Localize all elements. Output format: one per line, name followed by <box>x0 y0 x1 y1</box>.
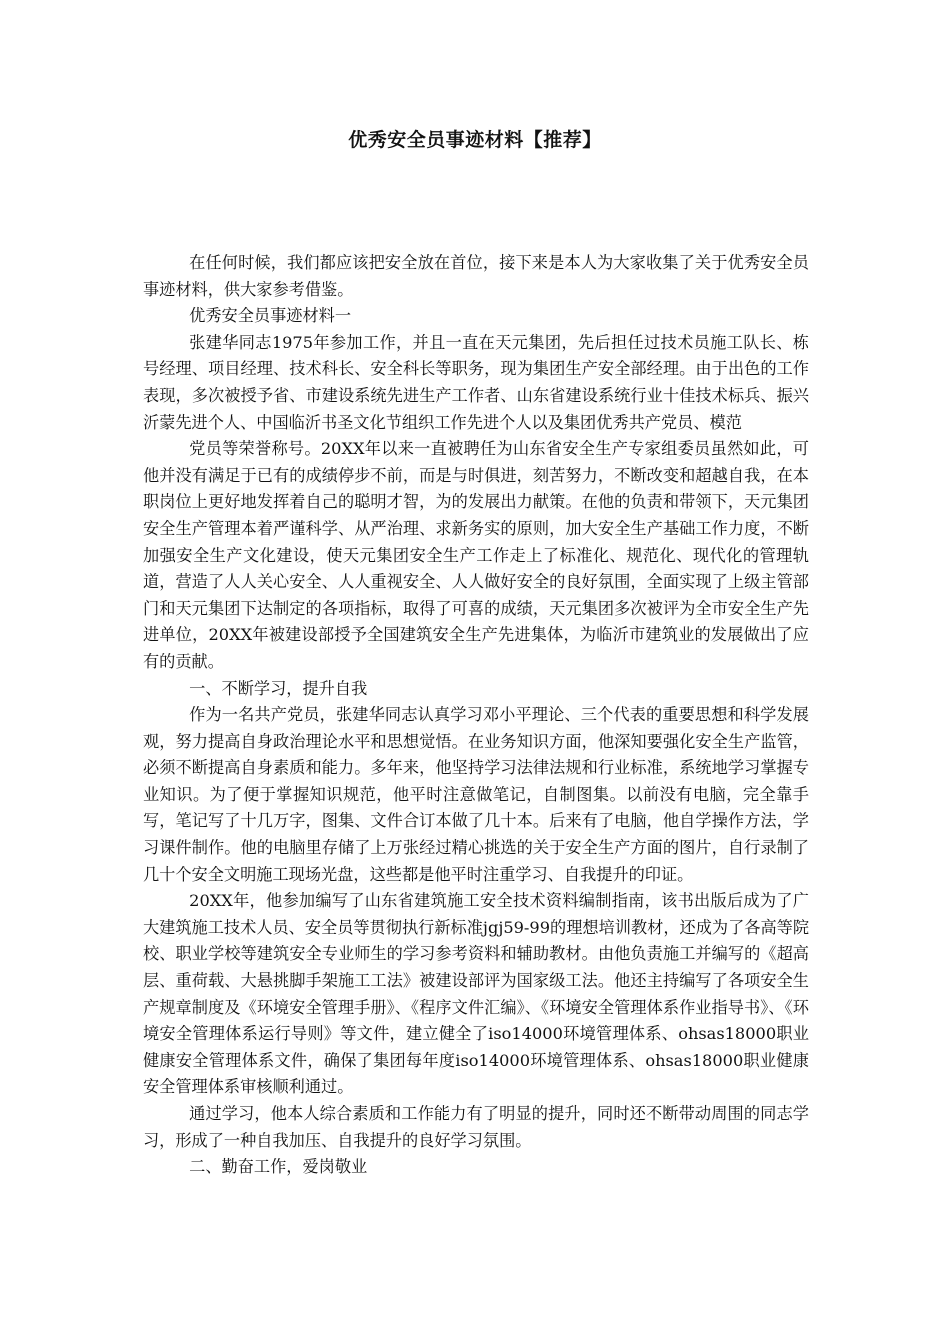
intro-paragraph: 在任何时候，我们都应该把安全放在首位，接下来是本人为大家收集了关于优秀安全员事迹材料，供大家参考借鉴。 <box>143 253 809 299</box>
section-heading-work: 二、勤奋工作，爱岗敬业 <box>189 1157 368 1177</box>
document-body <box>143 250 809 1181</box>
body-paragraph: 党员等荣誉称号。20XX年以来一直被聘任为山东省安全生产专家组委员虽然如此，可他并没有满足于已有的成绩停步不前，而是与时俱进，刻苦努力，不断改变和超越自我，在本职岗位上更好地发挥着自己的聪明才智，为的发展出力献策。在他的负责和带领下，天元集团安全生产管理本着严谨科学、从严治理、求新务实的原则，加大安全生产基础工作力度，不断加强安全生产文化建设，使天元集团安全生产工作走上了标准化、规范化、现代化的管理轨道，营造了人人关心安全、人人重视安全、人人做好安全的良好氛围，全面实现了上级主管部门和天元集团下达制定的各项指标，取得了可喜的成绩，天元集团多次被评为全市安全生产先进单位，20XX年被建设部授予全国建筑安全生产先进集体，为临沂市建筑业的发展做出了应有的贡献。 <box>143 439 809 671</box>
body-paragraph: 张建华同志1975年参加工作，并且一直在天元集团，先后担任过技术员施工队长、栋号经理、项目经理、技术科长、安全科长等职务，现为集团生产安全部经理。由于出色的工作表现，多次被授予省、市建设系统先进生产工作者、山东省建设系统行业十佳技术标兵、振兴沂蒙先进个人、中国临沂书圣文化节组织工作先进个人以及集团优秀共产党员、模范 <box>143 332 809 432</box>
section-heading-study: 一、不断学习，提升自我 <box>189 678 368 698</box>
body-paragraph: 作为一名共产党员，张建华同志认真学习邓小平理论、三个代表的重要思想和科学发展观，努力提高自身政治理论水平和思想觉悟。在业务知识方面，他深知要强化安全生产监管，必须不断提高自身素质和能力。多年来，他坚持学习法律法规和行业标准，系统地学习掌握专业知识。为了便于掌握知识规范，他平时注意做笔记，自制图集。以前没有电脑，完全靠手写，笔记写了十几万字，图集、文件合订本做了几十本。后来有了电脑，他自学操作方法，学习课件制作。他的电脑里存储了上万张经过精心挑选的关于安全生产方面的图片，自行录制了几十个安全文明施工现场光盘，这些都是他平时注重学习、自我提升的印证。 <box>143 705 809 884</box>
document-title: 优秀安全员事迹材料【推荐】 <box>348 129 602 151</box>
body-paragraph: 20XX年，他参加编写了山东省建筑施工安全技术资料编制指南，该书出版后成为了广大建筑施工技术人员、安全员等贯彻执行新标准jgj59-99的理想培训教材，还成为了各高等院校、职业学校等建筑安全专业师生的学习参考资料和辅助教材。由他负责施工并编写的《超高层、重荷载、大悬挑脚手架施工工法》被建设部评为国家级工法。他还主持编写了各项安全生产规章制度及《环境安全管理手册》、《程序文件汇编》、《环境安全管理体系作业指导书》、《环境安全管理体系运行导则》等文件，建立健全了iso14000环境管理体系、ohsas18000职业健康安全管理体系文件，确保了集团每年度iso14000环境管理体系、ohsas18000职业健康安全管理体系审核顺利通过。 <box>143 891 810 1097</box>
body-paragraph: 通过学习，他本人综合素质和工作能力有了明显的提升，同时还不断带动周围的同志学习，形成了一种自我加压、自我提升的良好学习氛围。 <box>143 1104 809 1150</box>
section-heading-material-one: 优秀安全员事迹材料一 <box>189 306 352 326</box>
